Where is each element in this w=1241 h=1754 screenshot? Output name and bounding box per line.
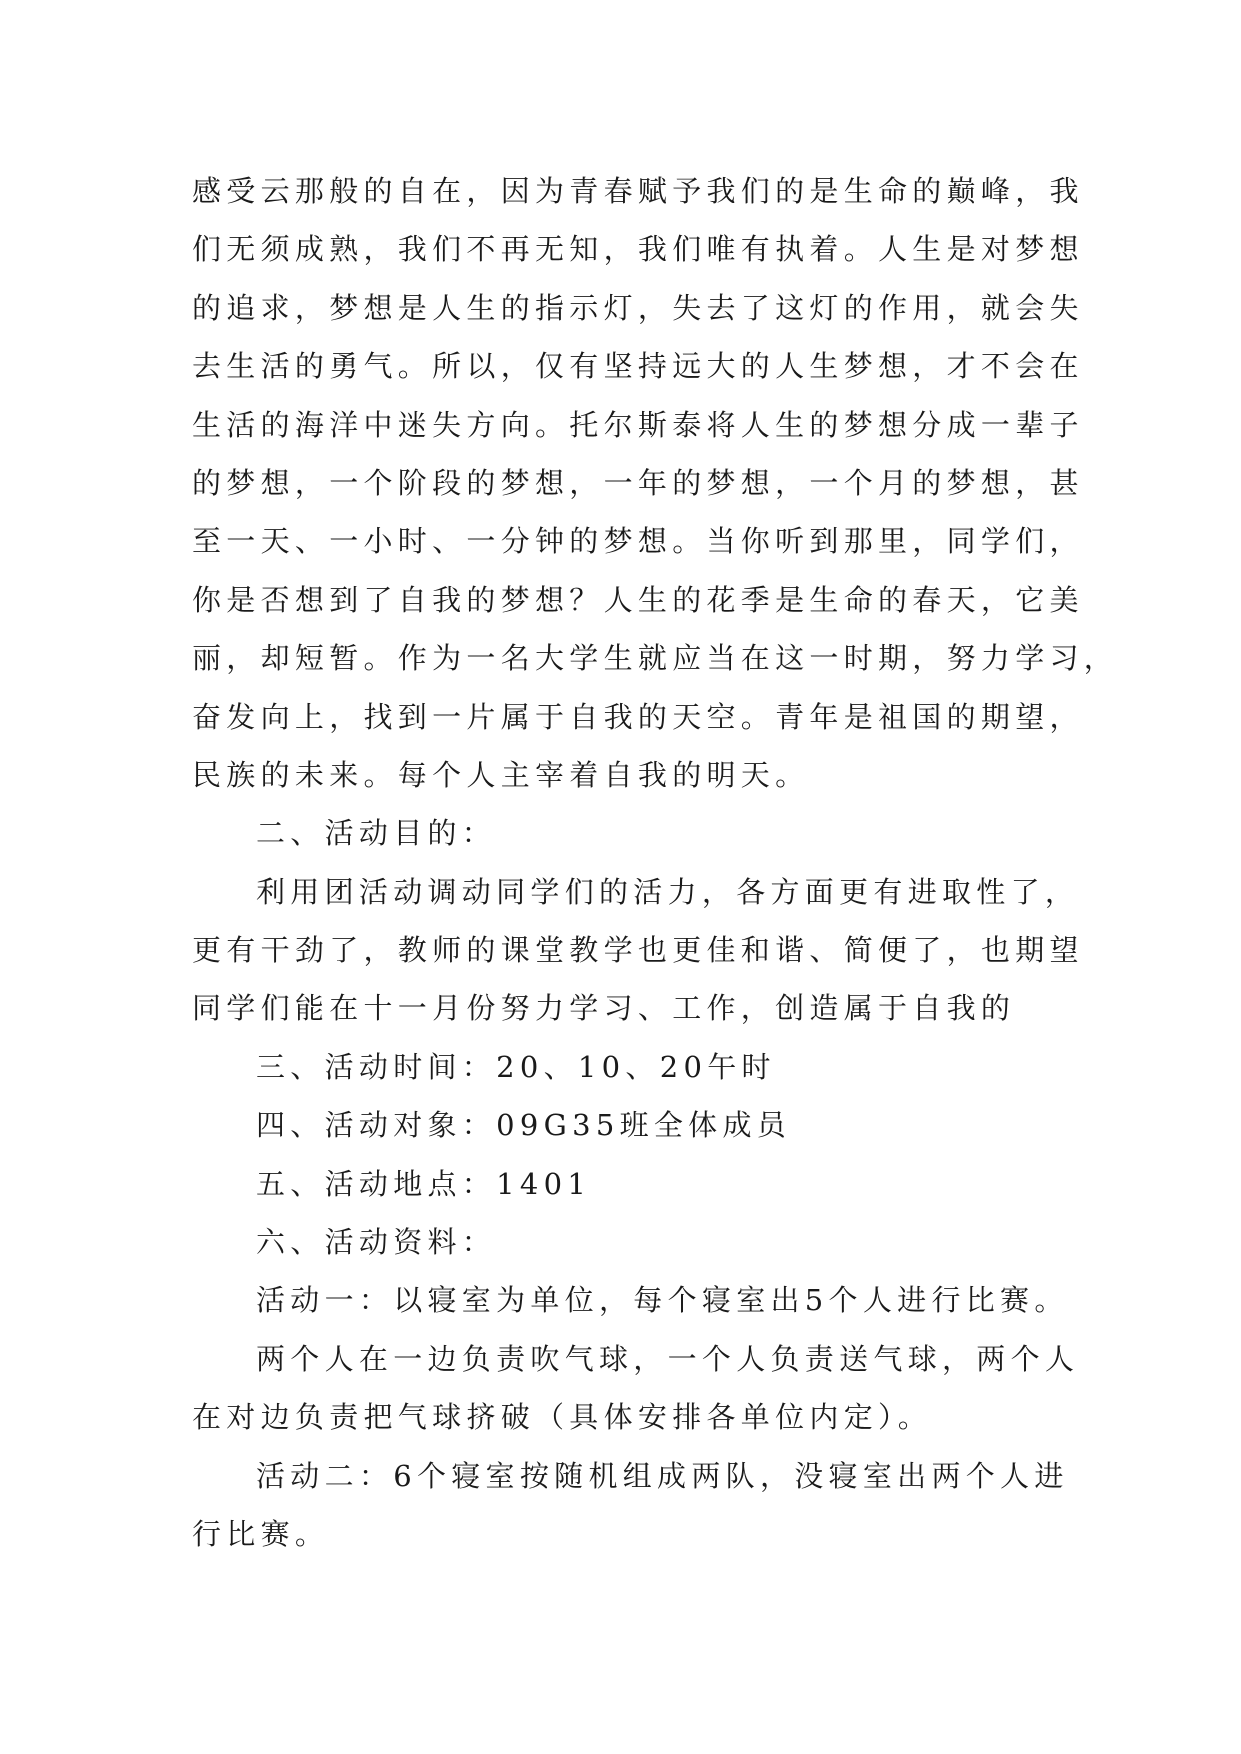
paragraph-line: 的追求，梦想是人生的指示灯，失去了这灯的作用，就会失 [192, 290, 1084, 325]
paragraph-line: 民族的未来。每个人主宰着自我的明天。 [192, 757, 810, 792]
paragraph-line: 的梦想，一个阶段的梦想，一年的梦想，一个月的梦想，甚 [192, 465, 1084, 500]
paragraph-line: 更有干劲了，教师的课堂教学也更佳和谐、简便了，也期望 [192, 933, 1084, 968]
section-heading-audience: 四、活动对象：09G35班全体成员 [256, 1108, 792, 1143]
section-heading-purpose: 二、活动目的： [256, 816, 497, 851]
paragraph-line: 两个人在一边负责吹气球，一个人负责送气球，两个人 [256, 1341, 1080, 1376]
section-heading-materials: 六、活动资料： [256, 1225, 497, 1260]
paragraph-line: 去生活的勇气。所以，仅有坚持远大的人生梦想，才不会在 [192, 349, 1084, 384]
activity-two-line: 活动二：6个寝室按随机组成两队，没寝室出两个人进 [256, 1458, 1069, 1493]
paragraph-line: 利用团活动调动同学们的活力，各方面更有进取性了， [256, 874, 1080, 909]
paragraph-line: 至一天、一小时、一分钟的梦想。当你听到那里，同学们， [192, 524, 1084, 559]
paragraph-line: 感受云那般的自在，因为青春赋予我们的是生命的巅峰，我 [192, 174, 1084, 208]
activity-one-line: 活动一：以寝室为单位，每个寝室出5个人进行比赛。 [256, 1283, 1069, 1318]
paragraph-line: 生活的海洋中迷失方向。托尔斯泰将人生的梦想分成一辈子 [192, 407, 1084, 442]
paragraph-line: 同学们能在十一月份努力学习、工作，创造属于自我的 [192, 991, 1016, 1026]
section-heading-location: 五、活动地点：1401 [256, 1166, 592, 1201]
document-body [192, 162, 1119, 1563]
paragraph-line: 奋发向上，找到一片属于自我的天空。青年是祖国的期望， [192, 699, 1084, 734]
paragraph-line: 你是否想到了自我的梦想？人生的花季是生命的春天，它美 [192, 582, 1084, 617]
paragraph-line: 丽，却短暂。作为一名大学生就应当在这一时期，努力学习， [192, 641, 1119, 676]
section-heading-time: 三、活动时间：20、10、20午时 [256, 1049, 776, 1084]
paragraph-line: 在对边负责把气球挤破（具体安排各单位内定）。 [192, 1400, 933, 1435]
paragraph-line: 行比赛。 [192, 1516, 330, 1551]
paragraph-line: 们无须成熟，我们不再无知，我们唯有执着。人生是对梦想 [192, 232, 1084, 267]
